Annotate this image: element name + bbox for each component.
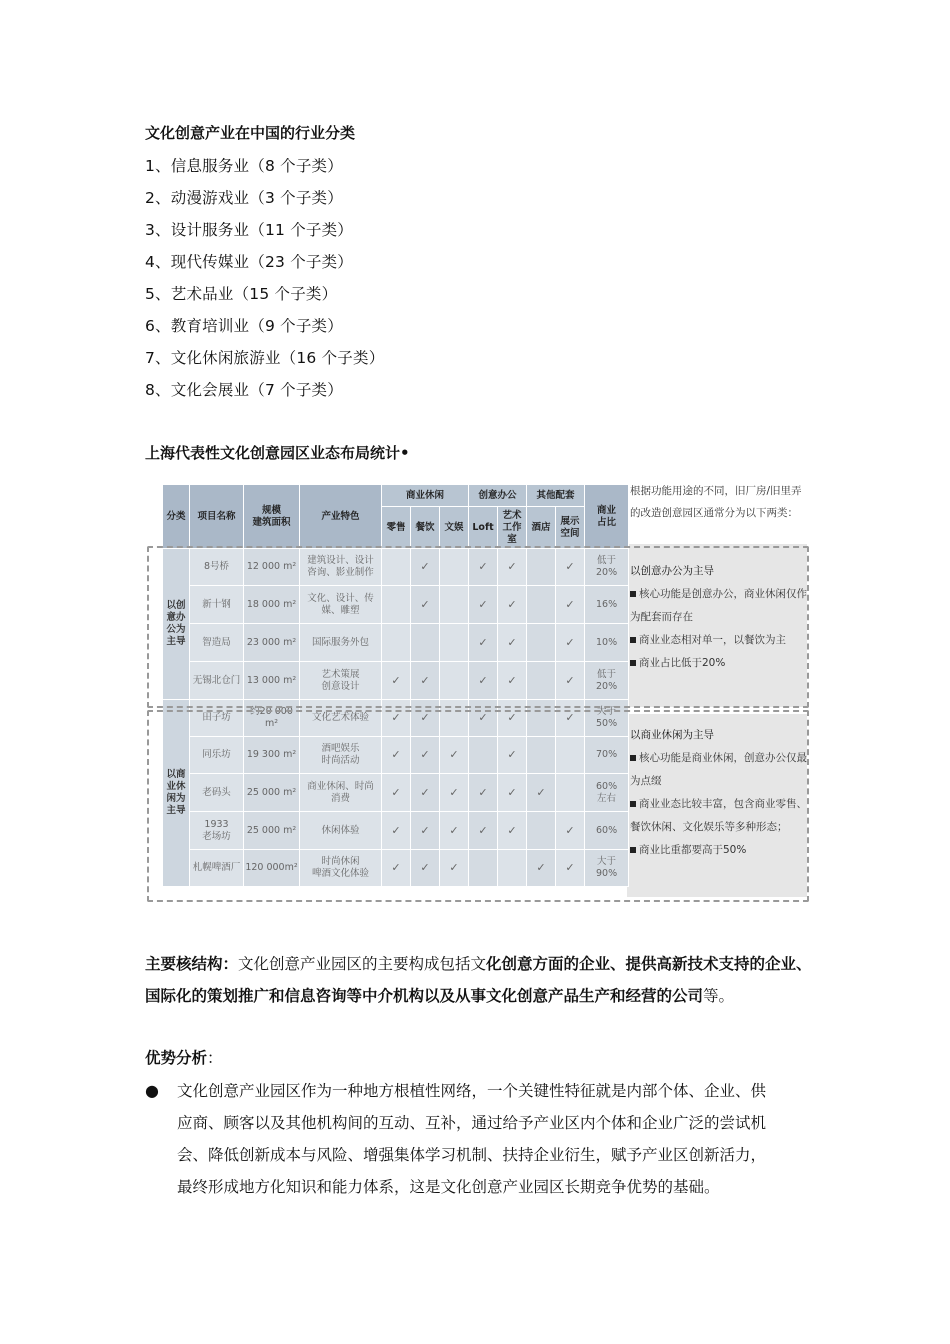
header-exhibit: 展示 空间 [556,507,585,549]
check-icon: ✓ [411,850,440,887]
cell-project-name: 同乐坊 [190,737,244,774]
advantage-label: 优势分析 [145,1049,208,1067]
cell-ratio: 60% [585,812,629,850]
side-office-notes [630,560,808,675]
check-icon: ✓ [382,737,411,774]
cell-feature: 酒吧娱乐 时尚活动 [300,737,382,774]
list-item: 2、动漫游戏业（3 个子类） [145,189,343,207]
group-label: 以创 意办 公为 主导 [163,549,190,700]
park-layout-figure [145,482,813,904]
side-leisure-point: 商业业态比较丰富，包含商业零售、餐饮休闲、文化娱乐等多种形态； [630,798,807,833]
check-icon: ✓ [469,662,498,700]
header-category: 分类 [163,485,190,549]
cell-feature: 文化、设计、传 媒、雕塑 [300,586,382,624]
check-icon: ✓ [411,662,440,700]
check-icon: ✓ [556,549,585,586]
header-project-name: 项目名称 [190,485,244,549]
cell-ratio: 16% [585,586,629,624]
check-icon: ✓ [527,850,556,887]
advantage-line: 文化创意产业园区作为一种地方根植性网络，一个关键性特征就是内部个体、企业、供 [177,1082,767,1100]
check-icon: ✓ [556,586,585,624]
check-icon: ✓ [498,624,527,662]
cell-project-name: 田子坊 [190,700,244,737]
header-hotel: 酒店 [527,507,556,549]
cell-ratio: 低于 20% [585,662,629,700]
check-icon: ✓ [556,624,585,662]
advantage-heading: 优势分析： [145,1049,223,1067]
cell-area: 25 000 m² [244,812,300,850]
header-studio: 艺术 工作 室 [498,507,527,549]
check-icon: ✓ [411,812,440,850]
list-item: 8、文化会展业（7 个子类） [145,381,343,399]
header-dining: 餐饮 [411,507,440,549]
check-icon: ✓ [440,774,469,812]
check-icon: ✓ [498,586,527,624]
header-leisure-group: 商业休闲 [382,485,469,507]
check-icon: ✓ [469,586,498,624]
bullet-square-icon [630,801,636,807]
side-leisure-title: 以商业休闲为主导 [630,729,714,741]
list-item: 1、信息服务业（8 个子类） [145,157,343,175]
side-leisure-point: 核心功能是商业休闲，创意办公仅最为点缀 [630,752,807,787]
group-label: 以商 业休 闲为 主导 [163,700,190,887]
header-office-group: 创意办公 [469,485,527,507]
list-item: 4、现代传媒业（23 个子类） [145,253,354,271]
core-structure-text: 文化创意产业园区的主要构成包括文 [238,955,487,973]
check-icon: ✓ [556,850,585,887]
check-icon: ✓ [440,737,469,774]
cell-feature: 商业休闲、时尚 消费 [300,774,382,812]
list-item: 5、艺术品业（15 个子类） [145,285,338,303]
check-icon: ✓ [527,774,556,812]
core-structure-paragraph [145,948,825,1012]
cell-area: 约20 000 m² [244,700,300,737]
cell-project-name: 札幌啤酒厂 [190,850,244,887]
cell-project-name: 新十钢 [190,586,244,624]
cell-feature: 国际服务外包 [300,624,382,662]
check-icon: ✓ [498,662,527,700]
check-icon: ✓ [498,774,527,812]
cell-project-name: 8号桥 [190,549,244,586]
side-office-point: 商业占比低于20% [630,652,808,675]
cell-ratio: 大于 90% [585,850,629,887]
check-icon: ✓ [469,624,498,662]
side-office-title: 以创意办公为主导 [630,565,714,577]
cell-project-name: 老码头 [190,774,244,812]
side-office-point: 商业业态相对单一，以餐饮为主 [630,629,808,652]
cell-area: 19 300 m² [244,737,300,774]
cell-area: 18 000 m² [244,586,300,624]
advantage-paragraph [177,1075,827,1203]
check-icon: ✓ [469,812,498,850]
check-icon: ✓ [411,586,440,624]
cell-ratio: 10% [585,624,629,662]
bullet-square-icon [630,637,636,643]
side-leisure-notes [630,724,808,862]
list-item: 6、教育培训业（9 个子类） [145,317,343,335]
advantage-line: 应商、顾客以及其他机构间的互动、互补，通过给予产业区内个体和企业广泛的尝试机 [177,1114,767,1132]
header-feature: 产业特色 [300,485,382,549]
check-icon: ✓ [411,774,440,812]
cell-ratio: 60% 左右 [585,774,629,812]
header-other-group: 其他配套 [527,485,585,507]
cell-area: 12 000 m² [244,549,300,586]
check-icon: ✓ [469,774,498,812]
core-structure-bold-text: 化创意方面的企业、提供高新技术支持的企业、国际化的策划推广和信息咨询等中介机构以及从事文化创意产品生产和经营的公司 [145,955,812,1005]
advantage-line: 最终形成地方化知识和能力体系，这是文化创意产业园区长期竞争优势的基础。 [177,1178,720,1196]
check-icon: ✓ [382,850,411,887]
bullet-square-icon [630,660,636,666]
check-icon: ✓ [556,700,585,737]
cell-feature: 休闲体验 [300,812,382,850]
header-entertainment: 文娱 [440,507,469,549]
header-area: 规模 建筑面积 [244,485,300,549]
side-office-point: 核心功能是创意办公，商业休闲仅作为配套而存在 [630,588,807,623]
cell-project-name: 无锡北仓门 [190,662,244,700]
check-icon: ✓ [498,549,527,586]
cell-feature: 建筑设计、设计 咨询、影业制作 [300,549,382,586]
cell-area: 13 000 m² [244,662,300,700]
list-item: 7、文化休闲旅游业（16 个子类） [145,349,385,367]
side-leisure-point: 商业比重都要高于50% [630,839,808,862]
advantage-line: 会、降低创新成本与风险、增强集体学习机制、扶持企业衍生，赋予产业区创新活力， [177,1146,767,1164]
check-icon: ✓ [556,812,585,850]
check-icon: ✓ [411,737,440,774]
header-retail: 零售 [382,507,411,549]
bullet-dot-icon: ● [145,1081,159,1100]
cell-feature: 时尚休闲 啤酒文化体验 [300,850,382,887]
cell-ratio: 70% [585,737,629,774]
cell-feature: 艺术策展 创意设计 [300,662,382,700]
check-icon: ✓ [440,812,469,850]
check-icon: ✓ [411,549,440,586]
check-icon: ✓ [411,700,440,737]
core-structure-end: 等。 [703,987,735,1005]
cell-ratio: 低于 20% [585,549,629,586]
check-icon: ✓ [440,850,469,887]
bullet-square-icon [630,847,636,853]
core-structure-label: 主要核结构： [145,955,239,973]
check-icon: ✓ [382,700,411,737]
check-icon: ✓ [498,700,527,737]
cell-project-name: 智造局 [190,624,244,662]
check-icon: ✓ [498,737,527,774]
cell-area: 25 000 m² [244,774,300,812]
side-intro: 根据功能用途的不同，旧厂房/旧里弄的改造创意园区通常分为以下两类： [630,485,802,519]
check-icon: ✓ [469,549,498,586]
check-icon: ✓ [382,662,411,700]
cell-area: 23 000 m² [244,624,300,662]
header-ratio: 商业 占比 [585,485,629,549]
list-item: 3、设计服务业（11 个子类） [145,221,354,239]
cell-area: 120 000m² [244,850,300,887]
cell-feature: 文化艺术体验 [300,700,382,737]
check-icon: ✓ [382,812,411,850]
cell-project-name: 1933 老场坊 [190,812,244,850]
check-icon: ✓ [469,700,498,737]
check-icon: ✓ [556,662,585,700]
cell-ratio: 大于 50% [585,700,629,737]
bullet-square-icon [630,591,636,597]
bullet-square-icon [630,755,636,761]
check-icon: ✓ [498,812,527,850]
shanghai-parks-title: 上海代表性文化创意园区业态布局统计• [145,444,410,462]
header-loft: Loft [469,507,498,549]
check-icon: ✓ [382,774,411,812]
industry-classification-title: 文化创意产业在中国的行业分类 [145,124,356,142]
